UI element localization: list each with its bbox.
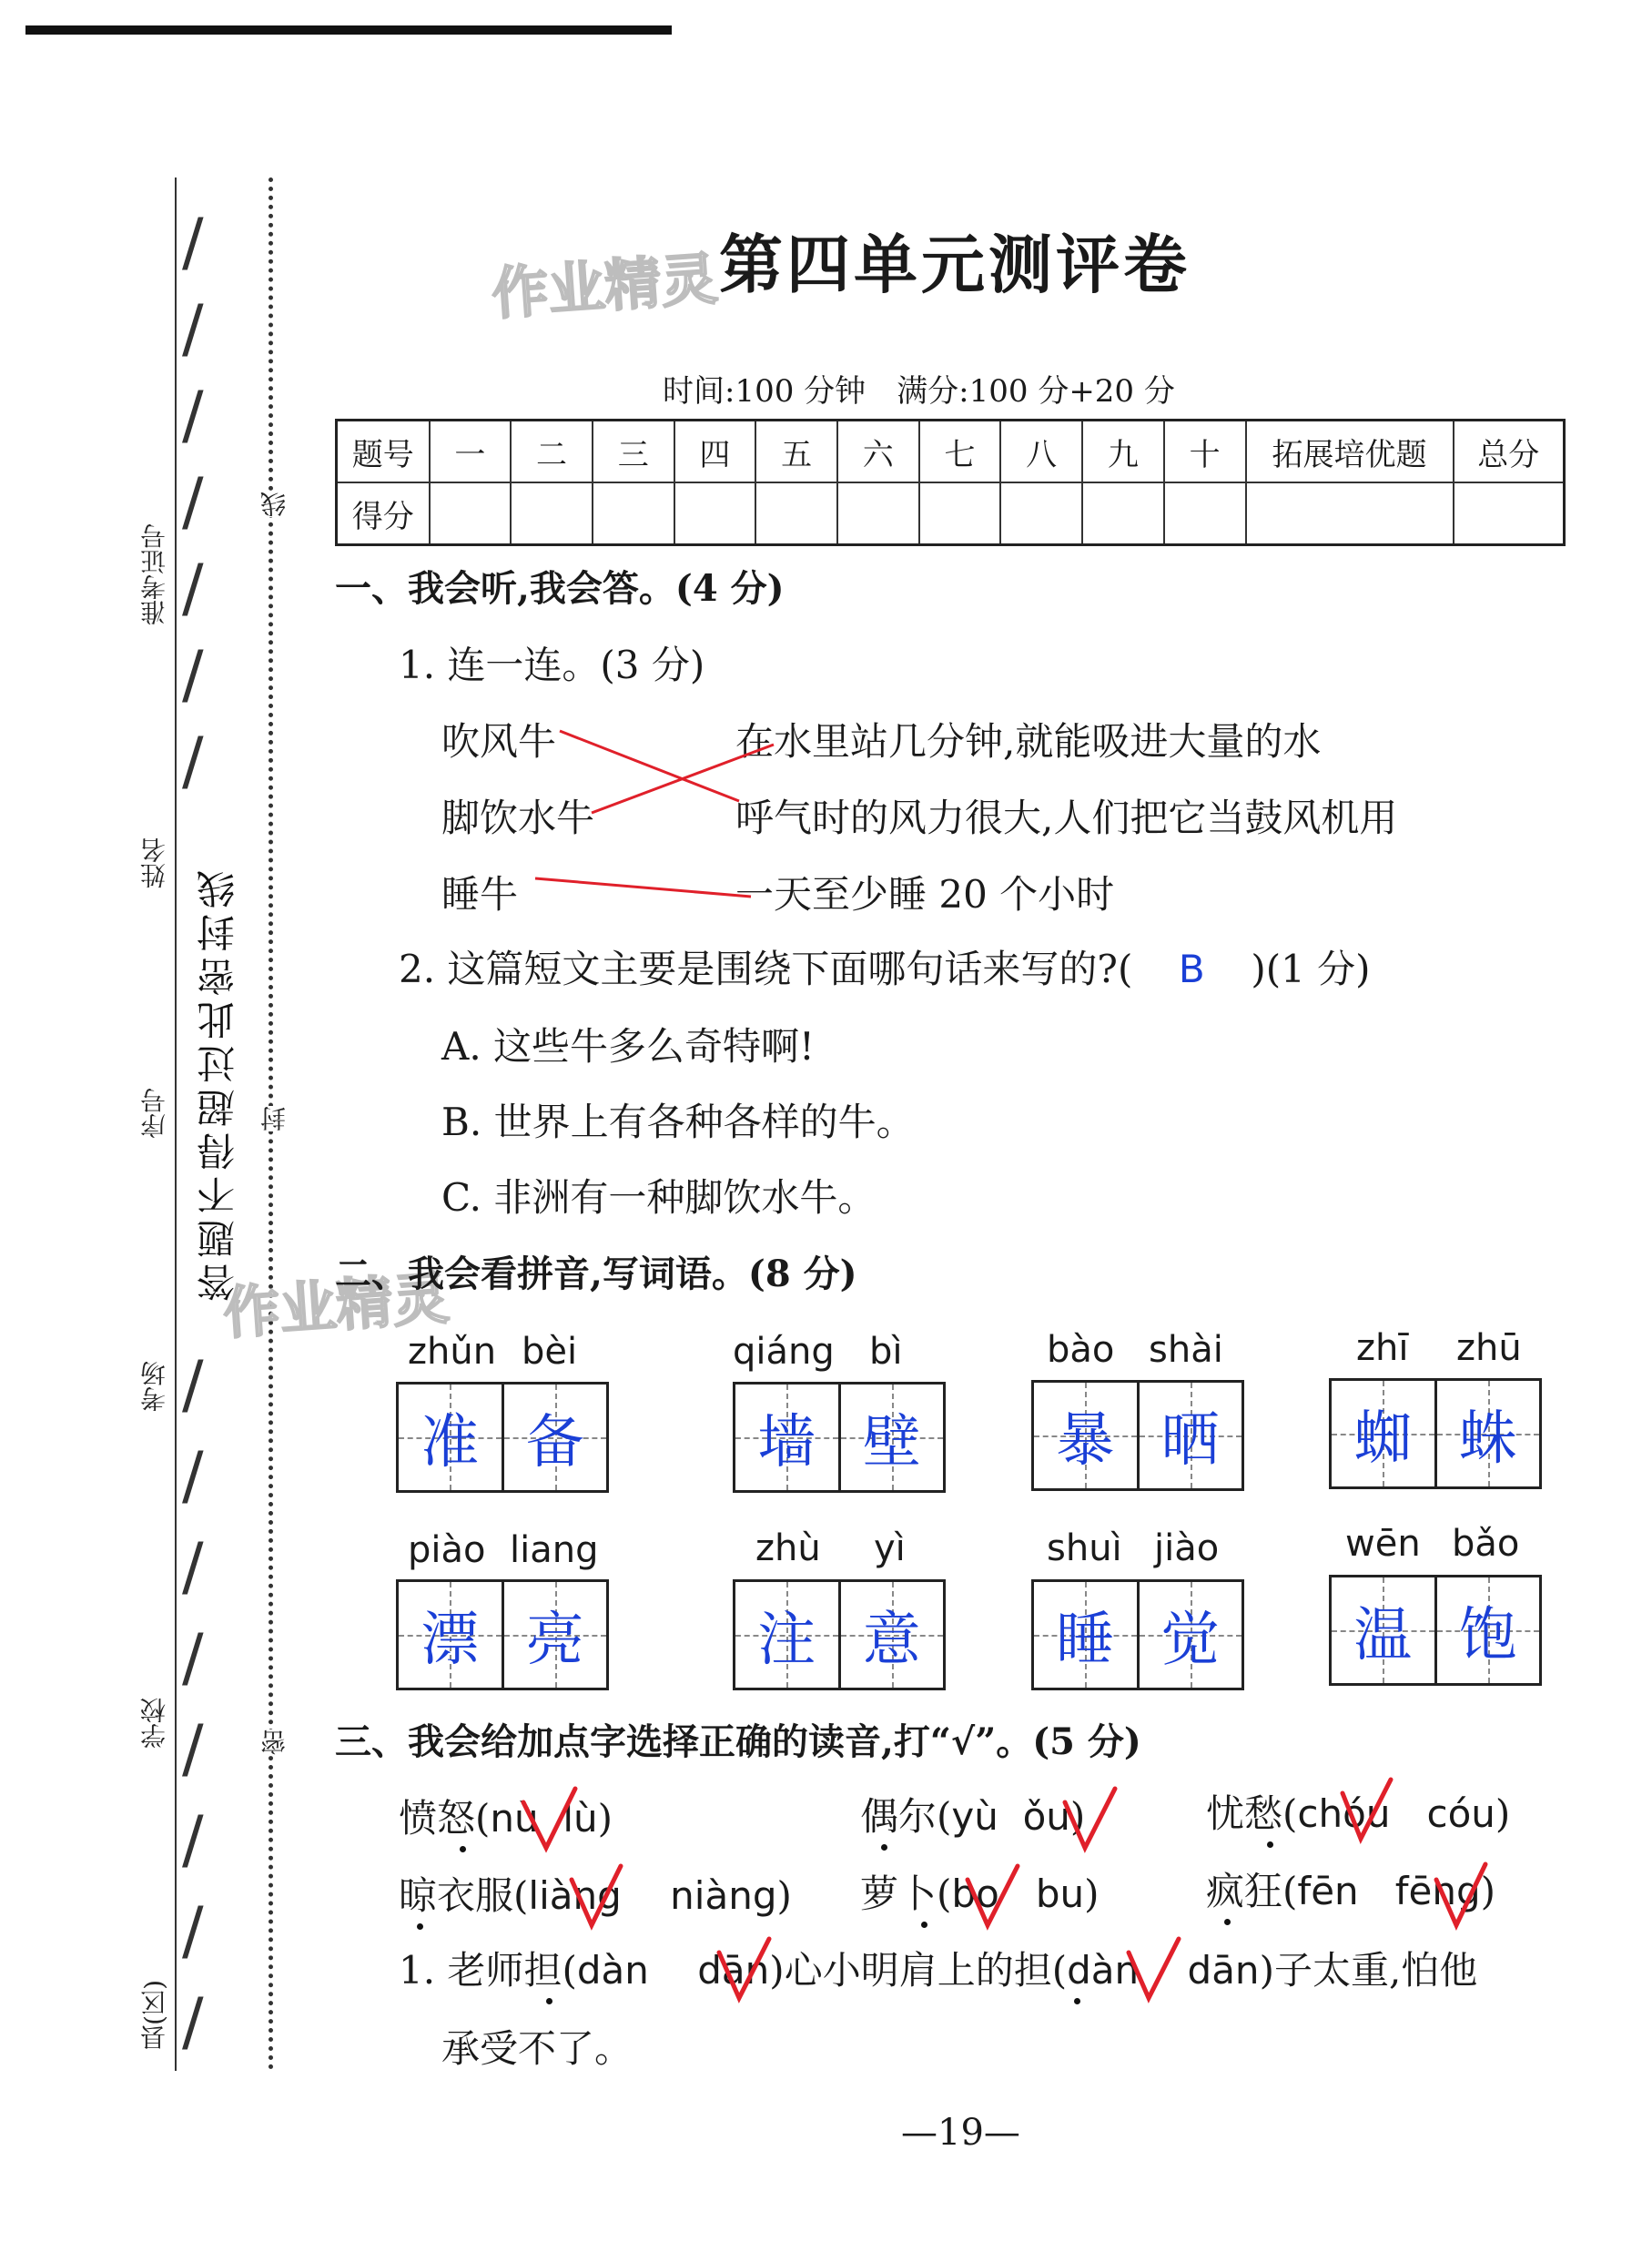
margin-slash: / xyxy=(182,724,204,798)
page-title: 第四单元测评卷 xyxy=(719,227,1191,302)
county-label: 县(区) xyxy=(139,1980,169,2051)
header-cell: 总分 xyxy=(1454,421,1565,483)
pron-option[interactable]: dān xyxy=(697,1948,770,1993)
margin-slash: / xyxy=(182,378,204,452)
pron-word: 偶尔 xyxy=(860,1794,937,1839)
section2-title: 二、我会看拼音,写词语。(8 分) xyxy=(335,1253,857,1295)
pron-option[interactable]: yù xyxy=(951,1794,998,1839)
left-item: 睡牛 xyxy=(441,872,519,917)
time-info: 时间:100 分钟 满分:100 分+20 分 xyxy=(663,373,1175,410)
pron-word: 晾衣服 xyxy=(399,1873,514,1918)
pinyin: piào xyxy=(408,1529,486,1571)
margin-slash: / xyxy=(182,1347,204,1422)
pron-item: 愤怒(nù lù) xyxy=(399,1796,613,1841)
check-mark-icon xyxy=(968,1866,1018,1925)
pron-sentence-line2: 承受不了。 xyxy=(441,2026,633,2071)
margin-slash: / xyxy=(182,291,204,366)
pinyin: qiáng xyxy=(733,1331,835,1373)
char-cell: 觉 xyxy=(1137,1582,1242,1688)
q2-suffix: )(1 分) xyxy=(1251,947,1371,991)
school-label: 学校 xyxy=(139,1698,169,1749)
check-mark-icon xyxy=(1129,1939,1179,1998)
right-item: 一天至少睡 20 个小时 xyxy=(735,872,1115,917)
pron-option[interactable]: bo xyxy=(951,1871,999,1916)
check-mark-icon xyxy=(1065,1789,1115,1848)
secret-label: 密 xyxy=(257,1729,293,1755)
margin-slash: / xyxy=(182,637,204,712)
room-label: 考场 xyxy=(139,1361,169,1412)
q2-option: A. 这些牛多么奇特啊! xyxy=(441,1024,815,1069)
margin-slash: / xyxy=(182,1529,204,1604)
q2-option: B. 世界上有各种各样的牛。 xyxy=(441,1100,915,1144)
exam-id-label: 准考证号 xyxy=(139,523,169,625)
page-number: —19— xyxy=(901,2112,1020,2154)
margin-slash: / xyxy=(182,1711,204,1786)
line-label: 线 xyxy=(257,492,293,517)
header-label: 题号 xyxy=(337,421,430,483)
pron-sentence: 1. 老师担(dàn dān)心小明肩上的担(dàn dān)子太重,怕他 xyxy=(399,1948,1478,1993)
pinyin: yì xyxy=(874,1527,906,1569)
watermark: 作业精灵 xyxy=(221,1264,451,1347)
margin-slash: / xyxy=(182,551,204,625)
pinyin: zhǔn xyxy=(408,1331,497,1373)
char-cell: 意 xyxy=(838,1582,944,1688)
header-cell: 六 xyxy=(837,421,919,483)
pron-option[interactable]: dàn xyxy=(1067,1948,1140,1993)
margin-slash: / xyxy=(182,205,204,279)
section3-title: 三、我会给加点字选择正确的读音,打“√”。(5 分) xyxy=(335,1720,1141,1763)
pinyin: wēn xyxy=(1345,1523,1421,1565)
margin-slash: / xyxy=(182,1438,204,1513)
pinyin: zhī xyxy=(1356,1327,1409,1369)
pron-word: 忧愁 xyxy=(1206,1791,1283,1836)
char-cell: 蜘 xyxy=(1332,1381,1434,1486)
header-cell: 八 xyxy=(1000,421,1082,483)
pron-option[interactable]: fēn xyxy=(1297,1869,1359,1913)
check-mark-icon xyxy=(523,1789,575,1848)
word-box[interactable] xyxy=(1329,1575,1542,1686)
header-cell: 四 xyxy=(674,421,756,483)
header-cell: 一 xyxy=(430,421,512,483)
char-cell: 壁 xyxy=(838,1385,944,1490)
pinyin: bǎo xyxy=(1452,1523,1520,1565)
word-box[interactable] xyxy=(733,1579,946,1690)
word-box[interactable] xyxy=(733,1382,946,1493)
header-cell: 二 xyxy=(511,421,593,483)
watermark: 作业精灵 xyxy=(490,245,720,328)
right-item: 呼气时的风力很大,人们把它当鼓风机用 xyxy=(735,796,1398,840)
pron-item: 晾衣服(liàng niàng) xyxy=(399,1873,792,1918)
pinyin: bèi xyxy=(522,1331,578,1373)
word-box[interactable] xyxy=(1031,1380,1244,1491)
pron-item: 偶尔(yù ǒu) xyxy=(860,1794,1086,1839)
pron-option[interactable]: chóu xyxy=(1297,1791,1391,1836)
char-cell: 亮 xyxy=(502,1582,607,1688)
pinyin: zhū xyxy=(1456,1327,1522,1369)
seat-label: 序号 xyxy=(139,1088,169,1139)
char-cell: 注 xyxy=(735,1582,838,1688)
check-mark-icon xyxy=(719,1939,769,1998)
char-cell: 漂 xyxy=(399,1582,502,1688)
char-cell: 暴 xyxy=(1034,1383,1137,1488)
margin-slash: / xyxy=(182,1984,204,2059)
pron-item: 忧愁(chóu cóu) xyxy=(1206,1791,1511,1836)
margin-slash: / xyxy=(182,1893,204,1968)
pinyin: liang xyxy=(510,1529,599,1571)
check-mark-icon xyxy=(1436,1864,1485,1925)
header-cell: 三 xyxy=(593,421,674,483)
pron-option[interactable]: ǒu xyxy=(1022,1794,1070,1839)
q1-title: 1. 连一连。(3 分) xyxy=(399,643,705,687)
left-item: 脚饮水牛 xyxy=(441,796,595,840)
margin-slash: / xyxy=(182,1802,204,1877)
header-cell: 五 xyxy=(755,421,837,483)
char-cell: 晒 xyxy=(1137,1383,1242,1488)
pron-option[interactable]: cóu xyxy=(1426,1791,1495,1836)
right-item: 在水里站几分钟,就能吸进大量的水 xyxy=(735,719,1322,764)
score-label: 得分 xyxy=(337,482,430,545)
char-cell: 备 xyxy=(502,1385,607,1490)
pron-option[interactable]: bu xyxy=(1035,1871,1085,1916)
pinyin: shài xyxy=(1149,1329,1223,1371)
pinyin: bì xyxy=(869,1331,903,1373)
word-box[interactable] xyxy=(396,1579,609,1690)
seal-warning: 答题不得超过此密封线 xyxy=(196,865,240,1302)
char-cell: 睡 xyxy=(1034,1582,1137,1688)
char-cell: 温 xyxy=(1332,1577,1434,1683)
char-cell: 墙 xyxy=(735,1385,838,1490)
pron-option[interactable]: fēng xyxy=(1394,1869,1481,1913)
margin-slash: / xyxy=(182,1620,204,1695)
pron-option[interactable]: dān xyxy=(1187,1948,1260,1993)
char-cell: 蛛 xyxy=(1434,1381,1540,1486)
pron-item: 萝卜(bo bu) xyxy=(860,1871,1100,1916)
pron-option[interactable]: niàng xyxy=(670,1873,777,1918)
word-box[interactable] xyxy=(396,1382,609,1493)
pron-word: 愤怒 xyxy=(399,1796,476,1841)
header-cell: 七 xyxy=(919,421,1001,483)
header-cell: 拓展培优题 xyxy=(1246,421,1454,483)
pinyin: jiào xyxy=(1154,1527,1220,1569)
char-cell: 饱 xyxy=(1434,1577,1540,1683)
q2-option: C. 非洲有一种脚饮水牛。 xyxy=(441,1175,877,1220)
sentence-part: 子太重,怕他 xyxy=(1273,1948,1478,1993)
pron-word: 萝卜 xyxy=(860,1871,937,1916)
sentence-part: 1. 老师担 xyxy=(399,1948,562,1993)
check-mark-icon xyxy=(572,1866,621,1925)
sentence-part: 心小明肩上的担 xyxy=(784,1948,1052,1993)
pron-option[interactable]: nù xyxy=(490,1796,539,1841)
pinyin: zhù xyxy=(755,1527,821,1569)
q2-prefix: 2. 这篇短文主要是围绕下面哪句话来写的?( xyxy=(399,947,1133,991)
pron-item: 疯狂(fēn fēng) xyxy=(1206,1869,1496,1913)
word-box[interactable] xyxy=(1031,1579,1244,1690)
check-mark-icon xyxy=(1343,1780,1391,1839)
q2-question xyxy=(399,939,1371,994)
section1-title: 一、我会听,我会答。(4 分) xyxy=(335,567,785,610)
pron-option[interactable]: liàng xyxy=(528,1873,622,1918)
pron-option[interactable]: lù xyxy=(562,1796,598,1841)
check-marks xyxy=(0,1766,1652,2039)
left-item: 吹风牛 xyxy=(441,719,557,764)
pinyin: bào xyxy=(1047,1329,1115,1371)
header-cell: 十 xyxy=(1164,421,1246,483)
q2-answer[interactable]: B xyxy=(1178,947,1205,991)
pron-word: 疯狂 xyxy=(1206,1869,1283,1913)
name-label: 姓名 xyxy=(139,837,169,888)
char-cell: 准 xyxy=(399,1385,502,1490)
match-line xyxy=(535,878,751,897)
matching-lines xyxy=(0,0,1652,1001)
pron-option[interactable]: dàn xyxy=(576,1948,649,1993)
pinyin: shuì xyxy=(1047,1527,1122,1569)
margin-slash: / xyxy=(182,464,204,539)
seal-label: 封 xyxy=(257,1106,293,1131)
word-box[interactable] xyxy=(1329,1378,1542,1489)
header-cell: 九 xyxy=(1082,421,1164,483)
